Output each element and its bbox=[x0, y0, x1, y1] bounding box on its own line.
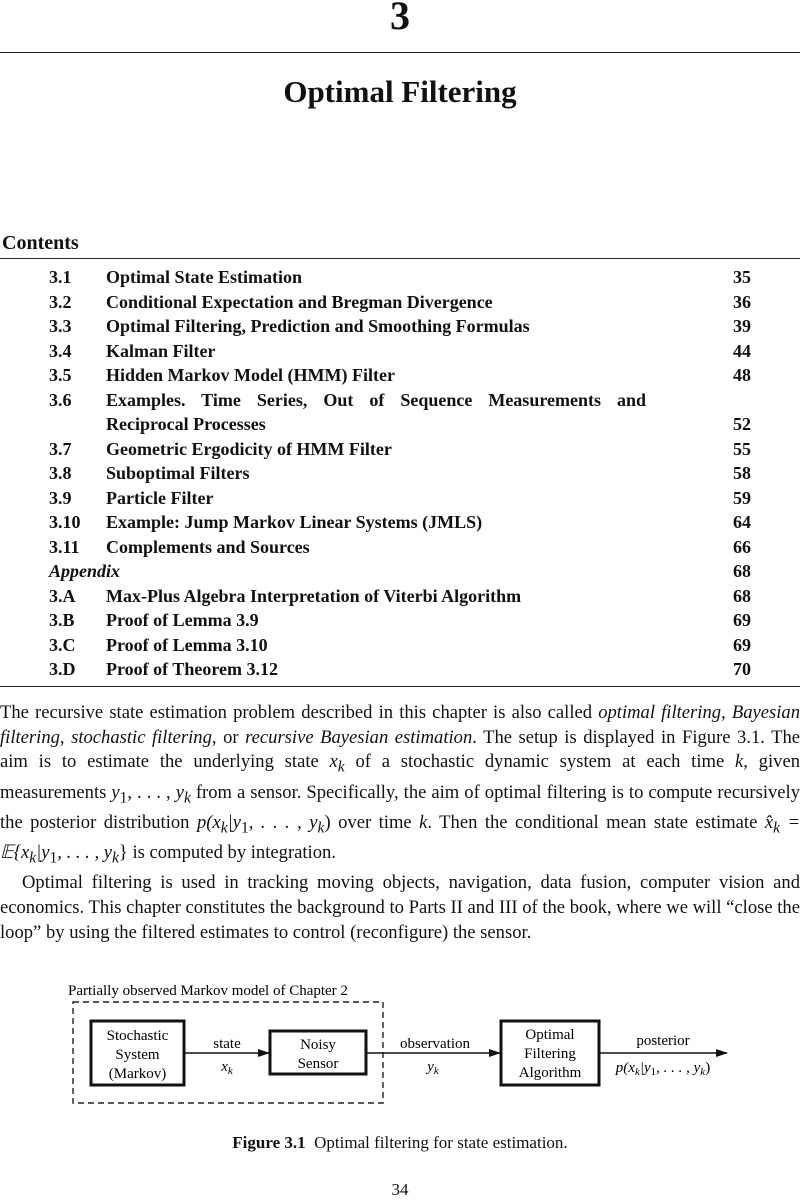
toc-page: 36 bbox=[733, 291, 751, 312]
svg-text:Sensor: Sensor bbox=[297, 1056, 339, 1072]
toc-page: 58 bbox=[733, 463, 751, 483]
toc-title: Max-Plus Algebra Interpretation of Viterbi Algorithm bbox=[106, 585, 522, 606]
toc-page: 70 bbox=[733, 659, 751, 679]
toc-title: Proof of Theorem 3.12 bbox=[106, 659, 278, 679]
toc-page: 68 bbox=[733, 585, 751, 606]
toc-title: Complements and Sources bbox=[106, 536, 310, 557]
body-text bbox=[0, 701, 800, 945]
toc-title: Reciprocal Processes bbox=[106, 414, 266, 434]
paragraph-1: The recursive state estimation problem described in this chapter is also called optimal filtering, Bayesian filtering, stochastic filtering, or recursive Bayesian estimation. The setup is displayed in Figure 3.1. The aim is to estimate the underlying state $x_k$ of a stochastic dynamic system at each time k, given measurements $y_1$, . . . , $y_k$ from a sensor. Specifically, the aim of optimal filtering is to compute recursively the posterior distribution $p(x_k|y_1$, . . . , $y_k$) over time k. Then the conditional mean state estimate $x̂_k$ = $𝔼\{x_k|y_1$, . . . , $y_k$} is computed by integration. bbox=[0, 702, 800, 867]
toc-title: Example: Jump Markov Linear Systems (JMLS) bbox=[106, 512, 483, 532]
toc-page: 66 bbox=[733, 536, 751, 557]
optimal-filtering-algorithm-box bbox=[501, 1021, 599, 1085]
observation-label: observation bbox=[400, 1036, 470, 1052]
toc-title: Examples. Time Series, Out of Sequence Measurements and bbox=[106, 389, 646, 410]
toc-title: Hidden Markov Model (HMM) Filter bbox=[106, 365, 395, 385]
svg-text:Algorithm: Algorithm bbox=[518, 1065, 582, 1081]
svg-text:System: System bbox=[115, 1047, 160, 1063]
toc-appendix-label: Appendix bbox=[49, 561, 121, 581]
toc-page: 69 bbox=[733, 610, 751, 630]
figure-diagram bbox=[0, 975, 800, 1115]
observation-variable: $y_k$ bbox=[427, 1059, 439, 1077]
toc-page: 44 bbox=[733, 340, 751, 361]
posterior-label: posterior bbox=[636, 1033, 690, 1049]
chapter-title: Optimal Filtering bbox=[283, 74, 517, 109]
toc-number: 3.4 bbox=[49, 340, 72, 361]
toc-number: 3.2 bbox=[49, 291, 72, 312]
toc-title: Proof of Lemma 3.9 bbox=[106, 610, 259, 630]
toc-title: Particle Filter bbox=[106, 487, 214, 508]
toc-title: Suboptimal Filters bbox=[106, 463, 250, 483]
toc-number: 3.5 bbox=[49, 365, 72, 385]
toc-page: 39 bbox=[733, 316, 751, 336]
svg-text:Filtering: Filtering bbox=[524, 1046, 576, 1062]
toc-page: 68 bbox=[733, 561, 751, 581]
toc-number: 3.B bbox=[49, 610, 75, 630]
toc-number: 3.A bbox=[49, 585, 76, 606]
figure-caption-label: Figure 3.1 bbox=[232, 1133, 306, 1152]
svg-text:Optimal: Optimal bbox=[525, 1027, 575, 1043]
toc-title: Kalman Filter bbox=[106, 340, 216, 361]
page-number: 34 bbox=[391, 1180, 409, 1199]
toc-title: Optimal State Estimation bbox=[106, 267, 302, 287]
toc-page: 48 bbox=[733, 365, 751, 385]
toc-number: 3.C bbox=[49, 634, 76, 655]
top-rule bbox=[0, 52, 800, 53]
toc-number: 3.3 bbox=[49, 316, 72, 336]
toc-title: Geometric Ergodicity of HMM Filter bbox=[106, 438, 392, 459]
noisy-sensor-box bbox=[270, 1031, 366, 1074]
figure-caption bbox=[0, 1133, 800, 1153]
paragraph-2: Optimal filtering is used in tracking moving objects, navigation, data fusion, computer vision and economics. This chapter constitutes the background to Parts II and III of the book, where we will “close the loop” by using the filtered estimates to control (reconfigure) the sensor. bbox=[0, 872, 800, 943]
svg-text:(Markov): (Markov) bbox=[108, 1066, 167, 1082]
toc-number: 3.1 bbox=[49, 267, 72, 287]
toc-title: Optimal Filtering, Prediction and Smoothing Formulas bbox=[106, 316, 530, 336]
state-label: state bbox=[213, 1036, 241, 1052]
contents-heading: Contents bbox=[2, 232, 79, 254]
contents-top-rule bbox=[0, 258, 800, 259]
toc-page: 64 bbox=[733, 512, 751, 532]
toc-number: 3.11 bbox=[49, 536, 80, 557]
toc-number: 3.9 bbox=[49, 487, 72, 508]
toc-number: 3.10 bbox=[49, 512, 81, 532]
toc-number: 3.6 bbox=[49, 389, 72, 410]
stochastic-system-box bbox=[91, 1021, 184, 1085]
toc-page: 55 bbox=[733, 438, 751, 459]
dashed-region-label: Partially observed Markov model of Chapter 2 bbox=[68, 983, 348, 999]
toc-number: 3.7 bbox=[49, 438, 72, 459]
toc-title: Conditional Expectation and Bregman Divergence bbox=[106, 291, 493, 312]
state-variable: $x_k$ bbox=[221, 1059, 233, 1077]
svg-text:Stochastic: Stochastic bbox=[106, 1028, 169, 1044]
figure-caption-text: Optimal filtering for state estimation. bbox=[314, 1133, 568, 1152]
contents-bottom-rule bbox=[0, 686, 800, 687]
toc-number: 3.8 bbox=[49, 463, 72, 483]
chapter-number: 3 bbox=[390, 0, 410, 38]
svg-text:Noisy: Noisy bbox=[300, 1037, 336, 1053]
toc-page: 52 bbox=[733, 414, 751, 434]
posterior-expression: $p(x_k|y_1$, . . . , $y_k$) bbox=[615, 1060, 711, 1078]
toc-number: 3.D bbox=[49, 659, 76, 679]
toc-title: Proof of Lemma 3.10 bbox=[106, 634, 268, 655]
toc-page: 35 bbox=[733, 267, 751, 287]
toc-page: 59 bbox=[733, 487, 751, 508]
toc-page: 69 bbox=[733, 634, 751, 655]
